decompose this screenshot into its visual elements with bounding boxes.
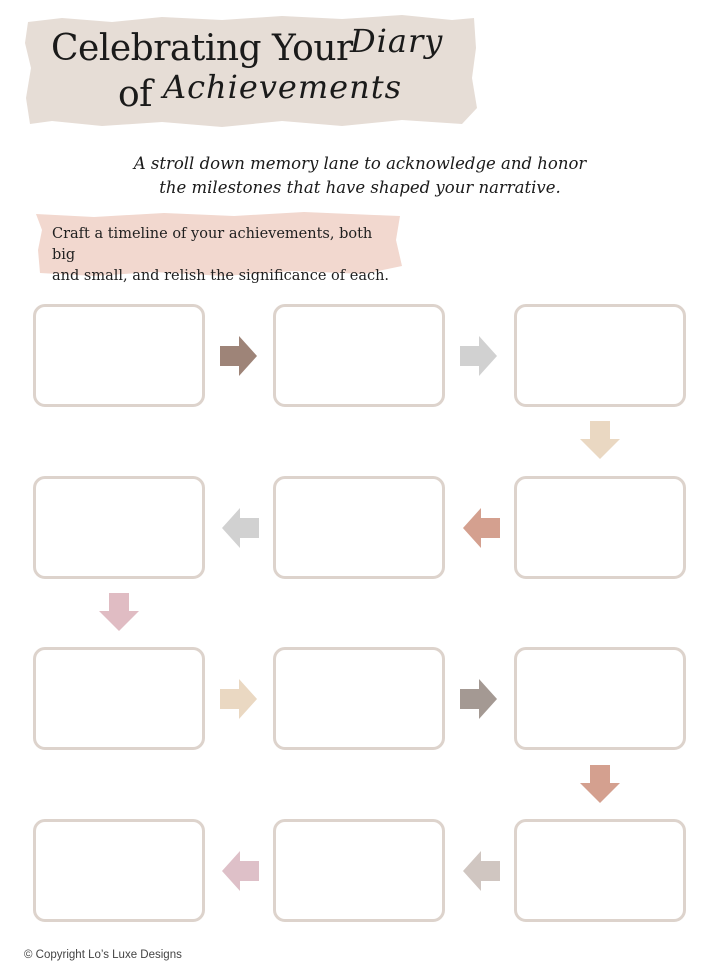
page-title-part1: Celebrating Your <box>51 28 353 69</box>
arrow-right-icon <box>220 679 257 719</box>
subtitle <box>110 152 610 200</box>
arrow-left-icon <box>222 851 259 891</box>
page-title-part2: of <box>118 74 152 115</box>
achievement-box-6[interactable] <box>33 476 205 579</box>
achievement-box-7[interactable] <box>33 647 205 750</box>
instruction-line1: Craft a timeline of your achievements, both big <box>52 226 373 263</box>
achievement-box-8[interactable] <box>273 647 445 750</box>
achievement-box-5[interactable] <box>273 476 445 579</box>
achievement-box-11[interactable] <box>273 819 445 922</box>
arrow-left-icon <box>463 508 500 548</box>
arrow-right-icon <box>460 336 497 376</box>
arrow-down-icon <box>99 593 139 631</box>
achievement-box-2[interactable] <box>273 304 445 407</box>
page-title-script-diary: Diary <box>350 22 444 60</box>
copyright-notice: © Copyright Lo’s Luxe Designs <box>24 949 182 961</box>
achievement-box-9[interactable] <box>514 647 686 750</box>
achievement-box-4[interactable] <box>514 476 686 579</box>
instruction-line2: and small, and relish the significance of each. <box>52 268 390 284</box>
page-title-script-achievements: Achievements <box>163 68 402 106</box>
achievement-box-12[interactable] <box>33 819 205 922</box>
subtitle-line1: A stroll down memory lane to acknowledge and honor <box>133 154 587 173</box>
achievement-box-10[interactable] <box>514 819 686 922</box>
arrow-down-icon <box>580 421 620 459</box>
arrow-left-icon <box>222 508 259 548</box>
arrow-right-icon <box>220 336 257 376</box>
subtitle-line2: the milestones that have shaped your narrative. <box>159 178 561 197</box>
instruction-text <box>52 224 397 287</box>
achievement-box-1[interactable] <box>33 304 205 407</box>
arrow-left-icon <box>463 851 500 891</box>
achievement-box-3[interactable] <box>514 304 686 407</box>
arrow-down-icon <box>580 765 620 803</box>
arrow-right-icon <box>460 679 497 719</box>
